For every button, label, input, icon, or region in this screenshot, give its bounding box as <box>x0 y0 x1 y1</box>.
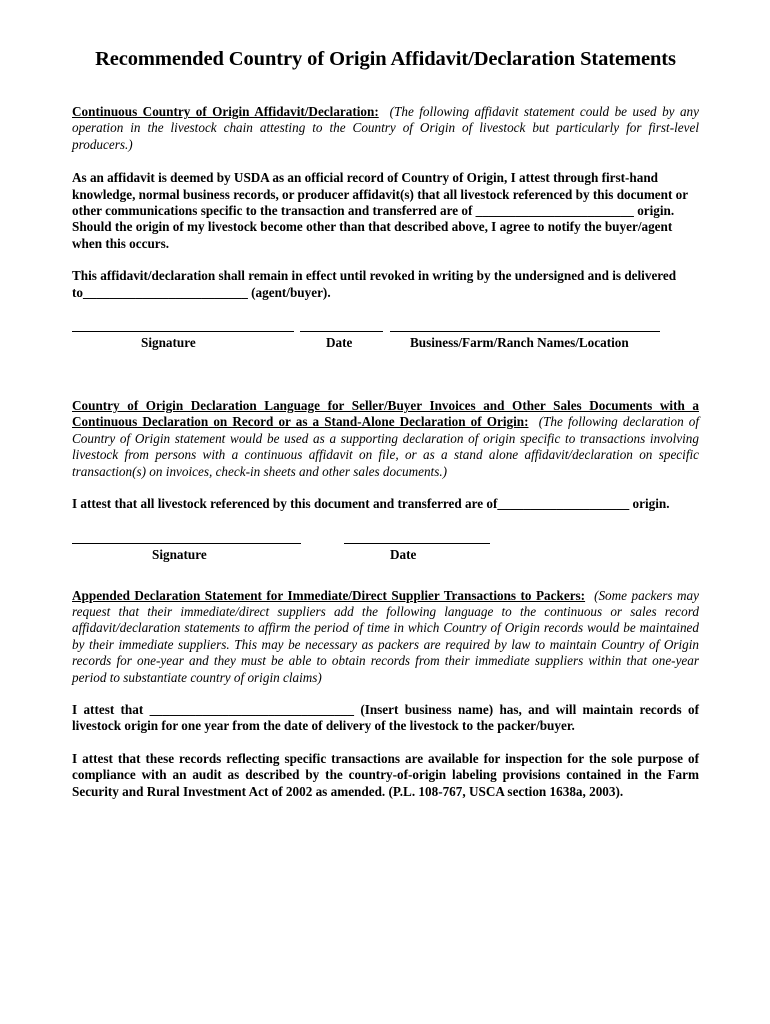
section3-inspection-paragraph: I attest that these records reflecting specific transactions are available for inspection for the sole purpose of compliance with an audit as described by the country-of-origin labeling provisions contained in the Farm Security and Rural Investment Act of 2002 as amended. (P.L. 108-767, USCA section 1638a, 2003). <box>72 750 699 799</box>
section3-heading: Appended Declaration Statement for Immediate/Direct Supplier Transactions to Packers: <box>72 587 586 603</box>
agent-buyer-blank-field[interactable]: _________________________ <box>83 284 248 300</box>
section1-revocation-paragraph <box>72 268 699 301</box>
business-name-blank-field[interactable]: _______________________________ <box>149 701 354 717</box>
section2-heading: Country of Origin Declaration Language for Seller/Buyer Invoices and Other Sales Documents with a Continuous Declaration on Record or as a Stand-Alone Declaration of Origin: <box>72 398 699 430</box>
business-location-line[interactable] <box>390 331 660 332</box>
date-label: Date <box>326 335 353 351</box>
origin-blank-field[interactable]: ________________________ <box>475 203 634 219</box>
date-line[interactable] <box>300 331 383 332</box>
section3-attest-records-paragraph <box>72 702 699 735</box>
section2-note: (The following declaration of Country of Origin statement would be used as a supporting declaration of origin specific to transactions involving livestock from persons with a continuous affidavit on file, or as a stand alone affidavit/declaration on specific transaction(s) on invoices, check-in sheets and other sales documents.) <box>72 414 700 479</box>
section1-revocation-text: This affidavit/declaration shall remain in effect until revoked in writing by the undersigned and is delivered to <box>72 268 677 300</box>
section3-attest-text: I attest that <box>72 701 144 717</box>
section1-affidavit-paragraph <box>72 170 699 252</box>
section2-attest-paragraph <box>72 496 699 512</box>
section1-note: (The following affidavit statement could be used by any operation in the livestock chain attesting to the Country of Origin of livestock but particularly for first-level producers.) <box>72 104 699 152</box>
section1-affidavit-text-continued: origin. Should the origin of my livestock become other than that described above, I agree to notify the buyer/agent when this occurs. <box>72 203 675 251</box>
signature-line[interactable] <box>72 331 294 332</box>
section2-intro <box>72 398 699 480</box>
signature-label: Signature <box>141 335 196 351</box>
section1-affidavit-text: As an affidavit is deemed by USDA as an official record of Country of Origin, I attest through first-hand knowledge, normal business records, or producer affidavit(s) that all livestock referenced by this document or other communications specific to the transaction and transferred are of <box>72 170 688 219</box>
section3-intro <box>72 588 699 686</box>
section1-revocation-text-end: (agent/buyer). <box>251 284 331 300</box>
section2-date-label: Date <box>390 546 417 562</box>
section3-note: (Some packers may request that their immediate/direct suppliers add the following language to the continuous or sales record affidavit/declaration statements to affirm the period of time in which Country of Origin records would be maintained by their immediate suppliers. This may be necessary as packers are required by law to maintain Country of Origin records for one-year and they must be able to obtain records from their immediate suppliers within that one-year period to substantiate country of origin claims) <box>72 587 699 685</box>
section2-attest-text-end: origin. <box>632 496 670 512</box>
section2-signature-line[interactable] <box>72 543 301 544</box>
section2-date-line[interactable] <box>344 543 490 544</box>
business-location-label: Business/Farm/Ranch Names/Location <box>410 335 629 351</box>
section1-signature-labels <box>72 335 699 353</box>
page-title: Recommended Country of Origin Affidavit/Declaration Statements <box>95 48 676 70</box>
section2-origin-blank-field[interactable]: ____________________ <box>497 496 630 512</box>
section2-signature-labels <box>72 547 699 565</box>
section2-signature-label: Signature <box>152 546 207 562</box>
section1-heading: Continuous Country of Origin Affidavit/Declaration: <box>72 104 379 119</box>
section1-intro <box>72 104 699 153</box>
section2-attest-text: I attest that all livestock referenced by this document and transferred are of <box>72 496 498 512</box>
section3-attest-text-continued: (Insert business name) has, and will maintain records of livestock origin for one year from the date of delivery of the livestock to the packer/buyer. <box>72 701 699 734</box>
